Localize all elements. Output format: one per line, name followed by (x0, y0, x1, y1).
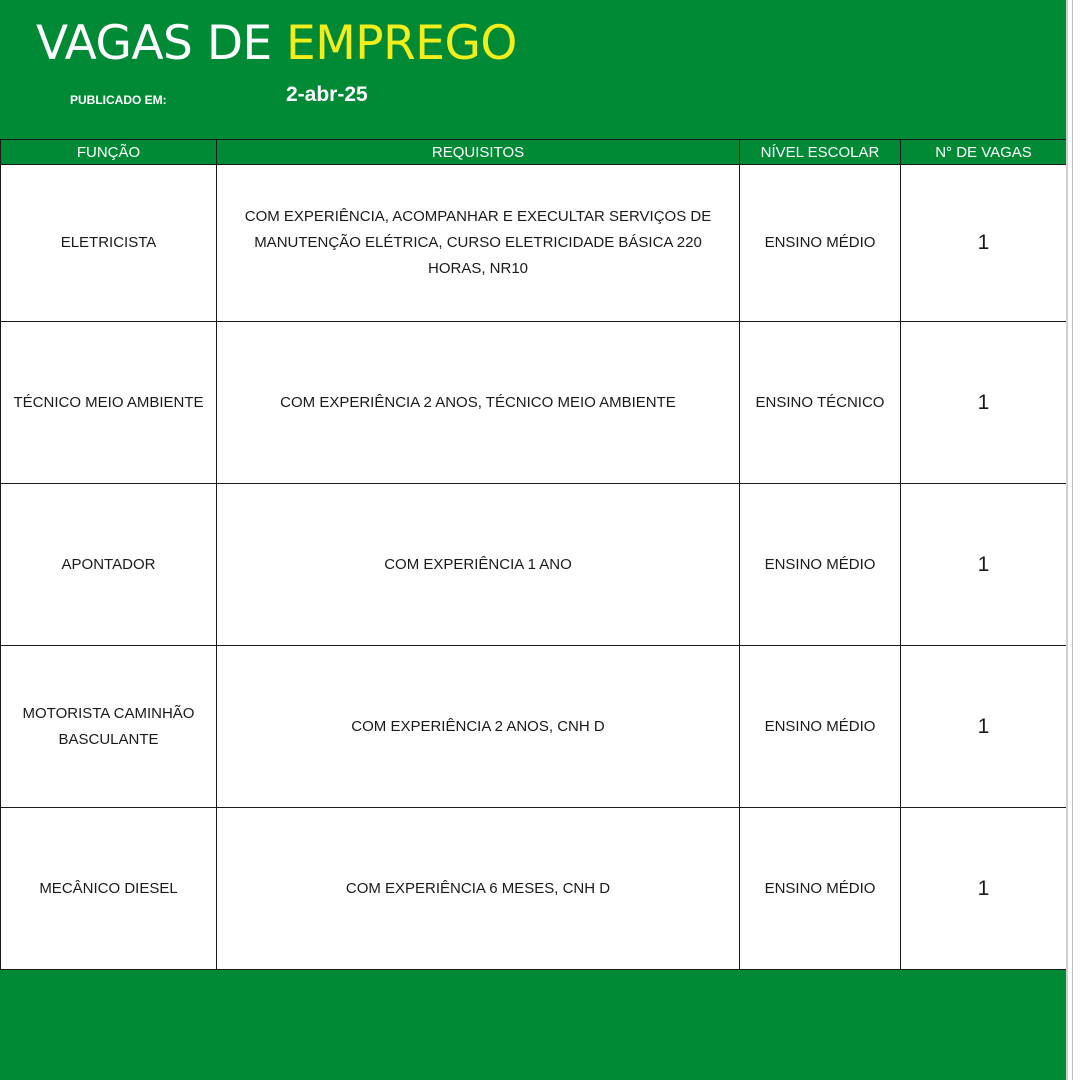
cell-numero-vagas: 1 (901, 322, 1067, 484)
table-row (1, 646, 1067, 808)
table-row (1, 484, 1067, 646)
table-header-row (1, 140, 1067, 165)
column-header-numero-vagas: N° DE VAGAS (901, 140, 1067, 165)
cell-requisitos: COM EXPERIÊNCIA, ACOMPANHAR E EXECULTAR SERVIÇOS DE MANUTENÇÃO ELÉTRICA, CURSO ELETRICIDADE BÁSICA 220 HORAS, NR10 (217, 165, 740, 322)
cell-funcao: APONTADOR (1, 484, 217, 646)
cell-requisitos: COM EXPERIÊNCIA 6 MESES, CNH D (217, 808, 740, 970)
footer-banner (0, 969, 1066, 1080)
header-banner (0, 0, 1066, 140)
table-row (1, 808, 1067, 970)
title-emprego: EMPREGO (286, 16, 517, 71)
jobs-table (0, 139, 1067, 970)
published-date: 2-abr-25 (286, 83, 368, 106)
cell-nivel-escolar: ENSINO MÉDIO (740, 165, 901, 322)
cell-numero-vagas: 1 (901, 484, 1067, 646)
table-row (1, 322, 1067, 484)
column-header-funcao: FUNÇÃO (1, 140, 217, 165)
column-header-nivel-escolar: NÍVEL ESCOLAR (740, 140, 901, 165)
cell-funcao: MOTORISTA CAMINHÃO BASCULANTE (1, 646, 217, 808)
published-label: PUBLICADO EM: (70, 93, 167, 107)
table-row (1, 165, 1067, 322)
cell-nivel-escolar: ENSINO MÉDIO (740, 646, 901, 808)
cell-nivel-escolar: ENSINO TÉCNICO (740, 322, 901, 484)
column-header-requisitos: REQUISITOS (217, 140, 740, 165)
cell-funcao: MECÂNICO DIESEL (1, 808, 217, 970)
cell-numero-vagas: 1 (901, 808, 1067, 970)
cell-requisitos: COM EXPERIÊNCIA 1 ANO (217, 484, 740, 646)
spreadsheet-edge (1066, 0, 1080, 1080)
cell-funcao: ELETRICISTA (1, 165, 217, 322)
cell-requisitos: COM EXPERIÊNCIA 2 ANOS, TÉCNICO MEIO AMBIENTE (217, 322, 740, 484)
cell-requisitos: COM EXPERIÊNCIA 2 ANOS, CNH D (217, 646, 740, 808)
title-vagas-de: VAGAS DE (36, 16, 272, 71)
cell-nivel-escolar: ENSINO MÉDIO (740, 484, 901, 646)
cell-numero-vagas: 1 (901, 165, 1067, 322)
cell-numero-vagas: 1 (901, 646, 1067, 808)
cell-nivel-escolar: ENSINO MÉDIO (740, 808, 901, 970)
cell-funcao: TÉCNICO MEIO AMBIENTE (1, 322, 217, 484)
